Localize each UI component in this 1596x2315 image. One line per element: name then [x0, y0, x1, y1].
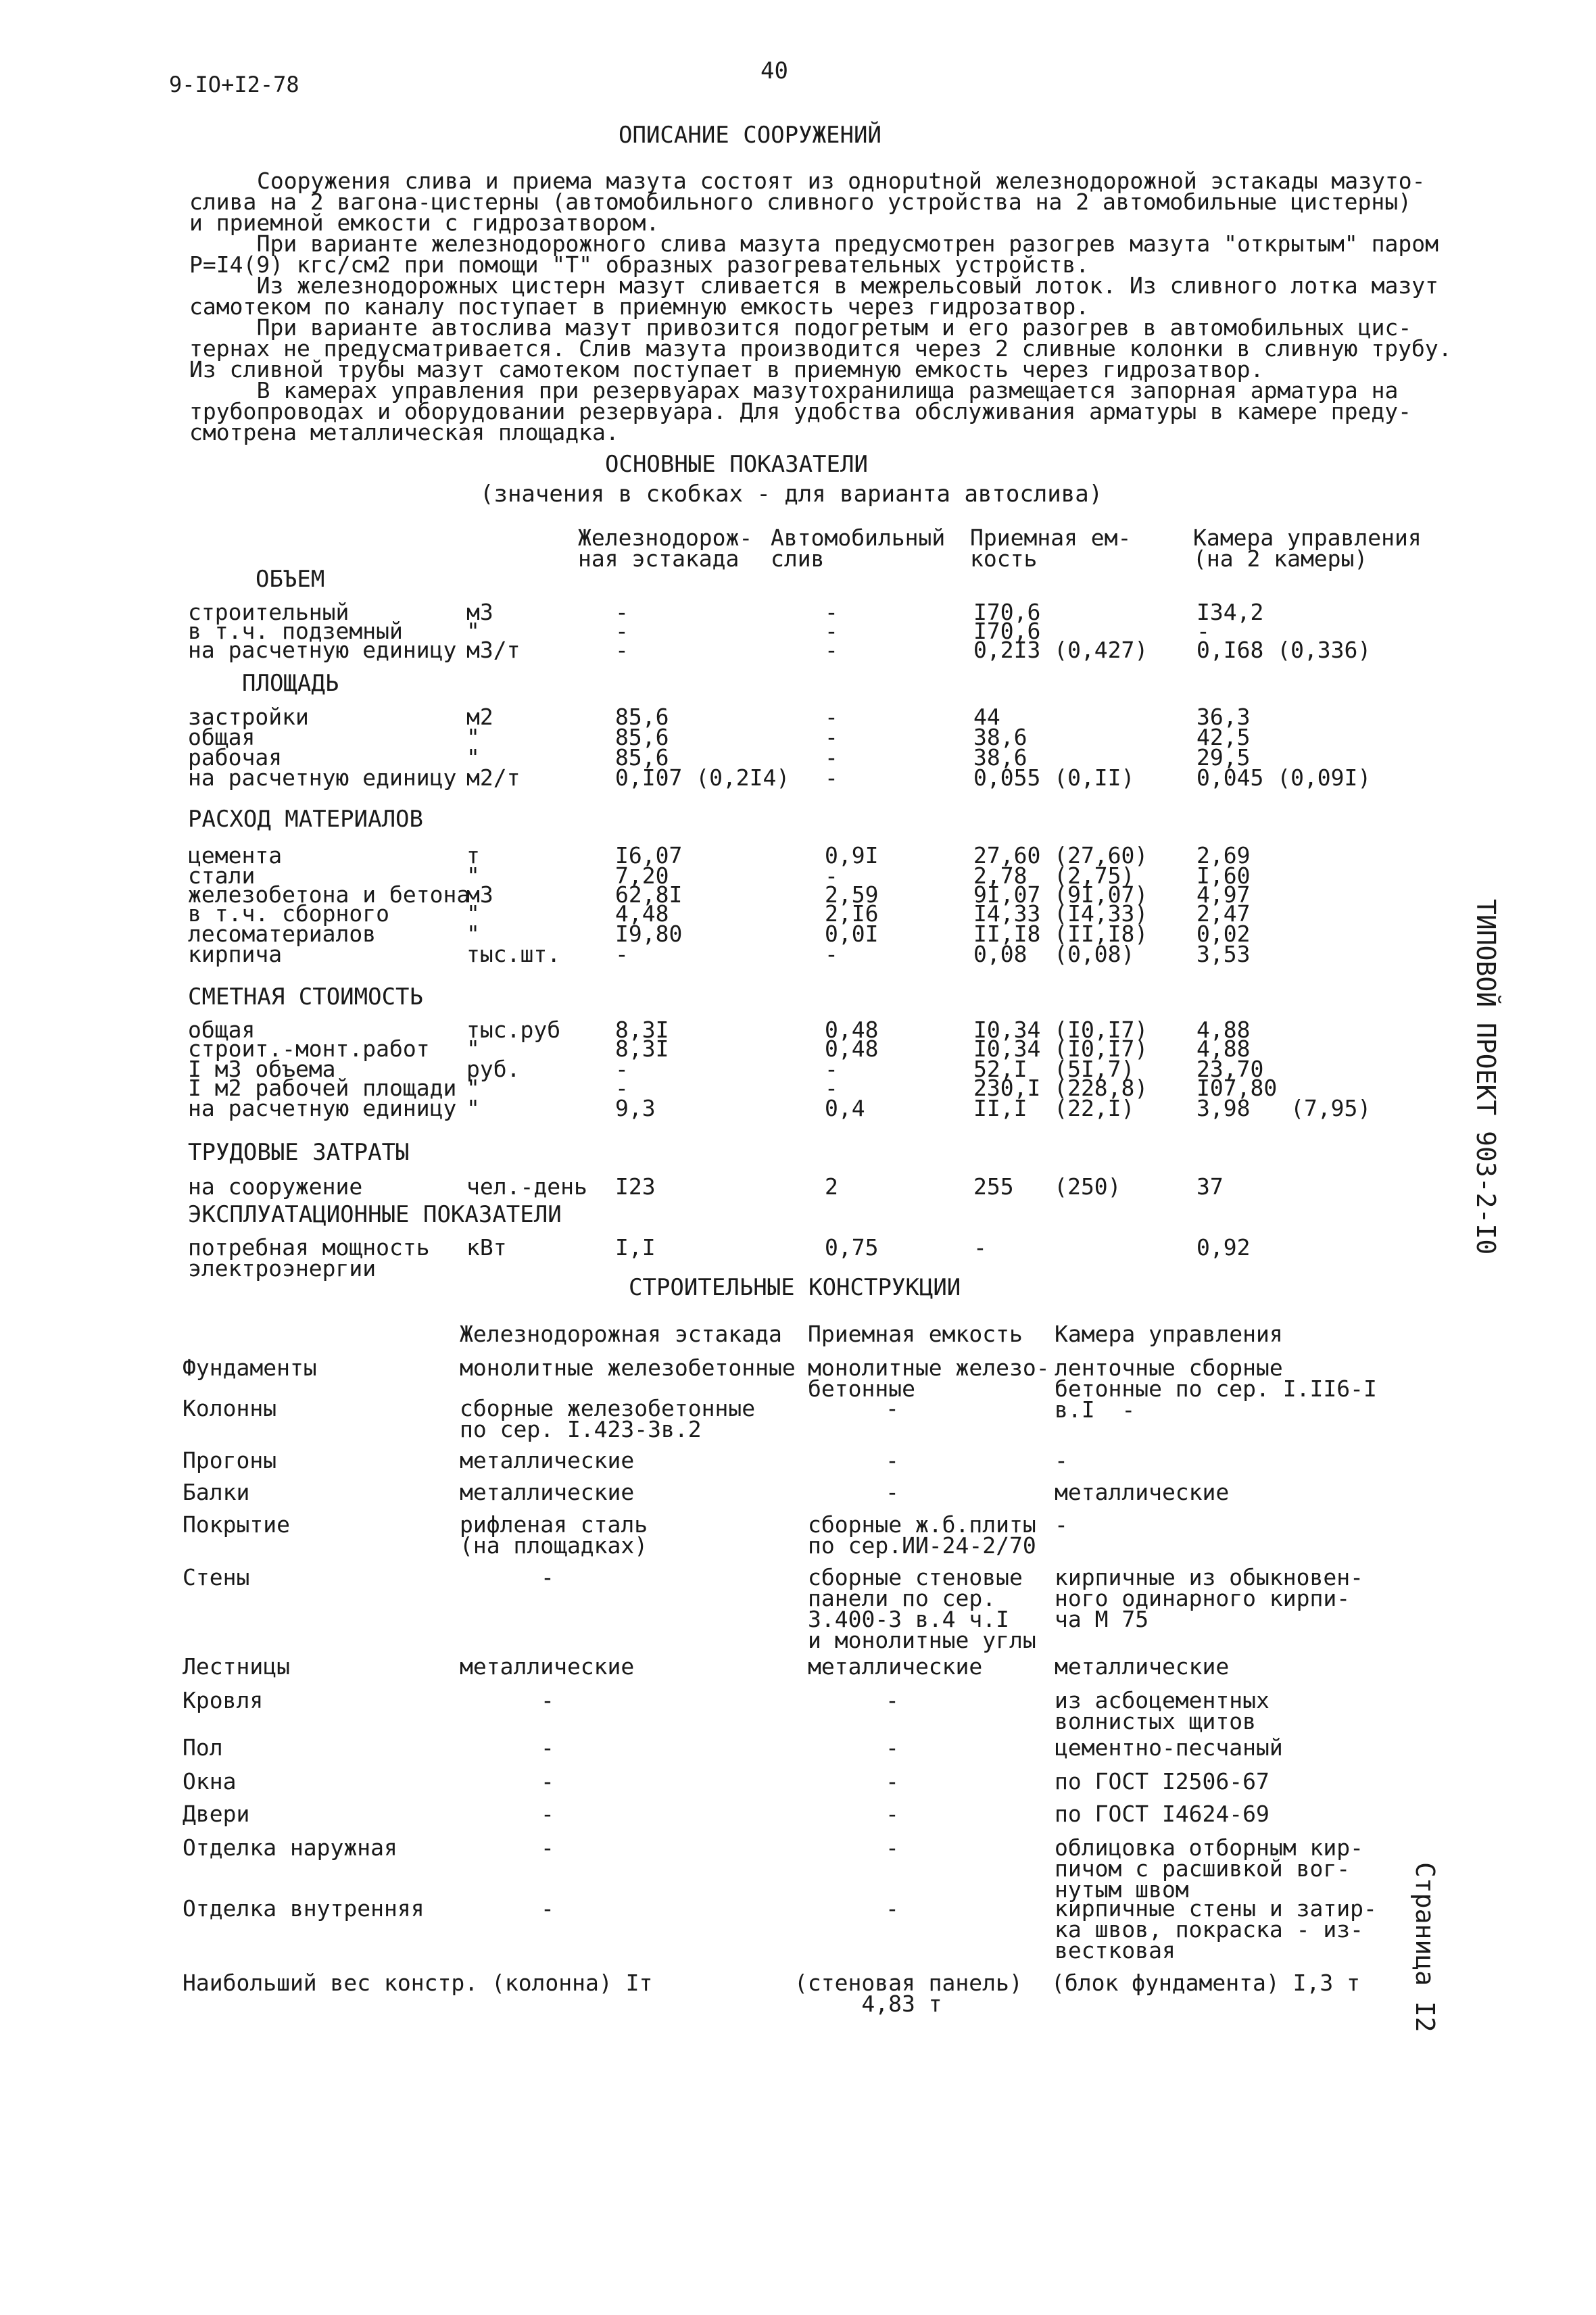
indicator-unit: " — [466, 618, 480, 644]
indicator-value: - — [825, 862, 838, 889]
description-line: Р=I4(9) кгс/см2 при помощи "Т" образных разогревательных устройств. — [189, 251, 1090, 278]
indicator-label: I м3 объема — [188, 1056, 336, 1082]
construction-label: Стены — [183, 1564, 250, 1590]
indicator-value: 3,53 — [1196, 941, 1251, 967]
page-title: ОПИСАНИЕ СООРУЖЕНИЙ — [619, 122, 881, 149]
indicator-value: 0,0I — [825, 921, 879, 947]
construction-value: - — [886, 1687, 899, 1713]
indicator-unit: " — [466, 862, 480, 889]
indicator-value: I4,33 (I4,33) — [973, 900, 1148, 927]
construction-label: Отделка наружная — [183, 1834, 397, 1861]
indicator-label: строительный — [188, 599, 349, 625]
indicator-value: 2,78 (2,75) — [973, 862, 1135, 889]
construction-value: металлические — [460, 1653, 635, 1680]
indicator-value: I0,34 (I0,I7) — [973, 1017, 1148, 1043]
description-line: Из железнодорожных цистерн мазут сливается в межрельсовый лоток. Из сливного лотка мазут — [216, 272, 1438, 299]
indicator-label: на расчетную единицу — [188, 764, 457, 791]
indicator-label: на расчетную единицу — [188, 1095, 457, 1121]
indicator-value: 0,02 — [1196, 921, 1251, 947]
indicator-value: I9,80 — [615, 921, 683, 947]
indicator-value: I70,6 — [973, 618, 1041, 644]
indicator-value: - — [825, 704, 838, 730]
section-labor: ТРУДОВЫЕ ЗАТРАТЫ — [188, 1139, 410, 1166]
construction-label: Балки — [183, 1479, 250, 1505]
ind-col-header: Железнодорож- ная эстакада — [578, 525, 753, 572]
indicator-value: 38,6 — [973, 724, 1027, 750]
indicator-value: 9,3 — [615, 1095, 656, 1121]
construction-label: Лестницы — [183, 1653, 290, 1680]
indicator-label: потребная мощность электроэнергии — [188, 1234, 430, 1282]
description-line: и приемной емкости с гидрозатвором. — [189, 210, 660, 236]
construction-label: Двери — [183, 1801, 250, 1827]
indicator-label: железобетона и бетона — [188, 881, 470, 908]
description-line: Из сливной трубы мазут самотеком поступает в приемную емкость через гидрозатвор. — [189, 356, 1264, 383]
indicator-value: 9I,07 (9I,07) — [973, 881, 1148, 908]
ind-col-header: Камера управления (на 2 камеры) — [1193, 525, 1422, 572]
page-number: 40 — [760, 57, 788, 84]
indicator-value: 27,60 (27,60) — [973, 842, 1148, 869]
indicator-value: 0,75 — [825, 1234, 879, 1261]
indicator-value: 37 — [1196, 1173, 1224, 1200]
indicator-value: - — [615, 941, 629, 967]
constructions-title: СТРОИТЕЛЬНЫЕ КОНСТРУКЦИИ — [629, 1274, 961, 1301]
indicator-unit: " — [466, 744, 480, 771]
indicator-value: 2,69 — [1196, 842, 1251, 869]
indicator-value: - — [1196, 618, 1210, 644]
indicator-value: - — [825, 941, 838, 967]
construction-value: - — [541, 1895, 554, 1922]
indicator-value: - — [825, 637, 838, 663]
indicator-value: 85,6 — [615, 724, 669, 750]
section-cost: СМЕТНАЯ СТОИМОСТЬ — [188, 983, 423, 1010]
indicator-value: 0,48 — [825, 1035, 879, 1062]
indicator-unit: " — [466, 921, 480, 947]
indicator-unit: м3/т — [466, 637, 521, 663]
construction-label: Окна — [183, 1768, 237, 1795]
ind-col-header: Приемная ем- кость — [970, 525, 1132, 572]
construction-value: - — [886, 1734, 899, 1761]
construction-value: - — [1055, 1511, 1068, 1538]
construction-value: по ГОСТ I2506-67 — [1055, 1768, 1269, 1795]
indicator-label: общая — [188, 1017, 256, 1043]
indicators-subtitle: (значения в скобках - для варианта автослива) — [480, 481, 1103, 508]
indicator-value: 0,92 — [1196, 1234, 1251, 1261]
construction-label: Фундаменты — [183, 1355, 317, 1381]
indicators-title: ОСНОВНЫЕ ПОКАЗАТЕЛИ — [605, 451, 868, 478]
indicator-value: 2,47 — [1196, 900, 1251, 927]
indicator-value: 4,88 — [1196, 1035, 1251, 1062]
indicator-value: I07,80 — [1196, 1075, 1278, 1101]
construction-value: рифленая сталь (на площадках) — [460, 1511, 648, 1559]
construction-value: металлические — [1055, 1653, 1230, 1680]
indicator-value: II,I8 (II,I8) — [973, 921, 1148, 947]
construction-value: по ГОСТ I4624-69 — [1055, 1801, 1269, 1827]
construction-value: монолитные железо- бетонные — [808, 1355, 1050, 1402]
indicator-value: 4,88 — [1196, 1017, 1251, 1043]
indicator-value: 52,I (5I,7) — [973, 1056, 1135, 1082]
indicator-label: на сооружение — [188, 1173, 363, 1200]
construction-value: кирпичные стены и затир- ка швов, покраска - из- вестковая — [1055, 1895, 1377, 1964]
indicator-value: I,60 — [1196, 862, 1251, 889]
indicator-unit: " — [466, 724, 480, 750]
section-area: ПЛОЩАДЬ — [242, 670, 339, 697]
indicator-value: 29,5 — [1196, 744, 1251, 771]
construction-value: - — [541, 1564, 554, 1590]
indicator-unit: тыс.руб — [466, 1017, 561, 1043]
doc-code: 9-IO+I2-78 — [169, 72, 299, 97]
construction-value: металлические — [808, 1653, 983, 1680]
indicator-value: 0,08 (0,08) — [973, 941, 1135, 967]
indicator-value: - — [825, 599, 838, 625]
construction-label: Кровля — [183, 1687, 264, 1713]
con-col-header: Камера управления — [1055, 1321, 1283, 1347]
construction-label: Отделка внутренняя — [183, 1895, 425, 1922]
indicator-label: на расчетную единицу — [188, 637, 457, 663]
indicator-value: 230,I (228,8) — [973, 1075, 1148, 1101]
indicator-unit: кВт — [466, 1234, 507, 1261]
construction-value: - — [541, 1834, 554, 1861]
indicator-value: 44 — [973, 704, 1000, 730]
indicator-unit: " — [466, 1075, 480, 1101]
indicator-value: 4,97 — [1196, 881, 1251, 908]
construction-value: сборные железобетонные по сер. I.423-3в.2 — [460, 1395, 756, 1442]
indicator-value: 85,6 — [615, 704, 669, 730]
indicator-value: 0,045 (0,09I) — [1196, 764, 1372, 791]
description-line: трубопроводах и оборудовании резервуара. Для удобства обслуживания арматуры в камере преду- — [189, 398, 1411, 424]
construction-value: сборные ж.б.плиты по сер.ИИ-24-2/70 — [808, 1511, 1036, 1559]
indicator-label: в т.ч. сборного — [188, 900, 390, 927]
indicator-value: 0,48 — [825, 1017, 879, 1043]
construction-value: ленточные сборные бетонные по сер. I.II6-I в.I - — [1055, 1355, 1377, 1423]
construction-label: Покрытие — [183, 1511, 290, 1538]
indicator-label: в т.ч. подземный — [188, 618, 403, 644]
ind-col-header: Автомобильный слив — [771, 525, 946, 572]
indicator-value: - — [825, 764, 838, 791]
indicator-value: - — [615, 637, 629, 663]
indicator-value: 8,3I — [615, 1017, 669, 1043]
indicator-value: - — [825, 744, 838, 771]
indicator-value: II,I (22,I) — [973, 1095, 1135, 1121]
indicator-value: 42,5 — [1196, 724, 1251, 750]
description-line: слива на 2 вагона-цистерны (автомобильного сливного устройства на 2 автомобильные цистерны) — [189, 189, 1411, 215]
indicator-value: 8,3I — [615, 1035, 669, 1062]
indicator-value: 0,9I — [825, 842, 879, 869]
indicator-value: - — [615, 1075, 629, 1101]
indicator-unit: тыс.шт. — [466, 941, 561, 967]
construction-value: - — [1055, 1447, 1068, 1473]
project-stamp: ТИПОВОЙ ПРОЕКТ 903-2-I0 — [1471, 899, 1501, 1255]
indicator-unit: " — [466, 900, 480, 927]
construction-label: Пол — [183, 1734, 223, 1761]
construction-value: - — [886, 1447, 899, 1473]
page-label: Страница I2 — [1410, 1862, 1440, 2032]
con-col-header: Железнодорожная эстакада — [460, 1321, 782, 1347]
indicator-value: 3,98 (7,95) — [1196, 1095, 1372, 1121]
description-line: При варианте автослива мазут привозится подогретым и его разогрев в автомобильных цис- — [216, 314, 1412, 341]
construction-value: - — [886, 1395, 899, 1421]
indicator-label: стали — [188, 862, 256, 889]
construction-value: кирпичные из обыкновен- ного одинарного кирпи- ча М 75 — [1055, 1564, 1363, 1632]
indicator-value: 0,4 — [825, 1095, 865, 1121]
indicator-value: 38,6 — [973, 744, 1027, 771]
indicator-value: I0,34 (I0,I7) — [973, 1035, 1148, 1062]
indicator-value: 255 (250) — [973, 1173, 1121, 1200]
indicator-value: I34,2 — [1196, 599, 1264, 625]
indicator-value: 23,70 — [1196, 1056, 1264, 1082]
indicator-unit: м2 — [466, 704, 493, 730]
indicator-label: лесоматериалов — [188, 921, 377, 947]
indicator-label: рабочая — [188, 744, 283, 771]
indicator-unit: м2/т — [466, 764, 521, 791]
construction-value: сборные стеновые панели по сер. 3.400-3 в.4 ч.I и монолитные углы — [808, 1564, 1036, 1653]
con-col-header: Приемная емкость — [808, 1321, 1023, 1347]
indicator-value: - — [825, 1075, 838, 1101]
construction-value: металлические — [460, 1479, 635, 1505]
construction-label: Прогоны — [183, 1447, 277, 1473]
description-line: смотрена металлическая площадка. — [189, 419, 619, 445]
construction-value: - — [886, 1768, 899, 1795]
indicator-value: 7,20 — [615, 862, 669, 889]
construction-value: - — [541, 1768, 554, 1795]
description-line: При варианте железнодорожного слива мазута предусмотрен разогрев мазута "открытым" паром — [216, 230, 1438, 257]
indicator-label: I м2 рабочей площади — [188, 1075, 457, 1101]
description-line: В камерах управления при резервуарах мазутохранилища размещается запорная арматура на — [216, 377, 1399, 404]
construction-value: - — [541, 1687, 554, 1713]
indicator-value: - — [825, 1056, 838, 1082]
indicator-value: 0,I07 (0,2I4) — [615, 764, 790, 791]
construction-value: - — [886, 1895, 899, 1922]
indicator-value: 4,48 — [615, 900, 669, 927]
indicator-value: - — [615, 599, 629, 625]
construction-value: - — [886, 1834, 899, 1861]
construction-value: - — [541, 1801, 554, 1827]
indicator-value: 2,59 — [825, 881, 879, 908]
section-volume: ОБЪЕМ — [256, 566, 325, 593]
construction-value: металлические — [460, 1447, 635, 1473]
description — [189, 170, 1474, 443]
indicator-label: кирпича — [188, 941, 283, 967]
construction-value: цементно-песчаный — [1055, 1734, 1283, 1761]
indicator-unit: т — [466, 842, 480, 869]
indicator-unit: " — [466, 1095, 480, 1121]
indicator-value: - — [825, 724, 838, 750]
construction-value: металлические — [1055, 1479, 1230, 1505]
indicator-label: застройки — [188, 704, 309, 730]
indicator-value: - — [615, 1056, 629, 1082]
indicator-value: 62,8I — [615, 881, 683, 908]
construction-value: монолитные железобетонные — [460, 1355, 796, 1381]
indicator-value: 2 — [825, 1173, 838, 1200]
indicator-value: - — [825, 618, 838, 644]
indicator-value: I70,6 — [973, 599, 1041, 625]
indicator-label: общая — [188, 724, 256, 750]
description-line: Сооружения слива и приема мазута состоят из одноputной железнодорожной эстакады мазуто- — [257, 168, 1426, 194]
indicator-unit: м3 — [466, 881, 493, 908]
description-line: самотеком по каналу поступает в приемную емкость через гидрозатвор. — [189, 293, 1090, 320]
indicator-unit: м3 — [466, 599, 493, 625]
description-line: тернах не предусматривается. Слив мазута производится через 2 сливные колонки в сливную трубу. — [189, 335, 1452, 362]
construction-label: Колонны — [183, 1395, 277, 1421]
indicator-value: 0,2I3 (0,427) — [973, 637, 1148, 663]
indicator-value: - — [973, 1234, 987, 1261]
indicator-value: 36,3 — [1196, 704, 1251, 730]
construction-value: - — [541, 1734, 554, 1761]
indicator-value: 2,I6 — [825, 900, 879, 927]
construction-value: из асбоцементных волнистых щитов — [1055, 1687, 1269, 1734]
section-materials: РАСХОД МАТЕРИАЛОВ — [188, 806, 423, 833]
indicator-value: I23 — [615, 1173, 656, 1200]
indicator-unit: руб. — [466, 1056, 521, 1082]
max-weight-label: Наибольший вес констр. (колонна) Iт — [183, 1970, 653, 1996]
construction-value: - — [886, 1479, 899, 1505]
indicator-value: I6,07 — [615, 842, 683, 869]
indicator-value: I,I — [615, 1234, 656, 1261]
indicator-value: 85,6 — [615, 744, 669, 771]
indicator-unit: " — [466, 1035, 480, 1062]
indicator-value: - — [615, 618, 629, 644]
indicator-value: 0,055 (0,II) — [973, 764, 1135, 791]
indicator-label: цемента — [188, 842, 283, 869]
indicator-label: строит.-монт.работ — [188, 1035, 430, 1062]
construction-value: облицовка отборным кир- пичом с расшивкой вог- нутым швом — [1055, 1834, 1363, 1903]
construction-value: - — [886, 1801, 899, 1827]
max-weight-block: (блок фундамента) I,3 т — [1051, 1970, 1360, 1996]
indicator-value: 0,I68 (0,336) — [1196, 637, 1372, 663]
section-operation: ЭКСПЛУАТАЦИОННЫЕ ПОКАЗАТЕЛИ — [188, 1201, 562, 1228]
indicator-unit: чел.-день — [466, 1173, 587, 1200]
max-weight-panel: (стеновая панель) 4,83 т — [794, 1970, 1023, 2017]
